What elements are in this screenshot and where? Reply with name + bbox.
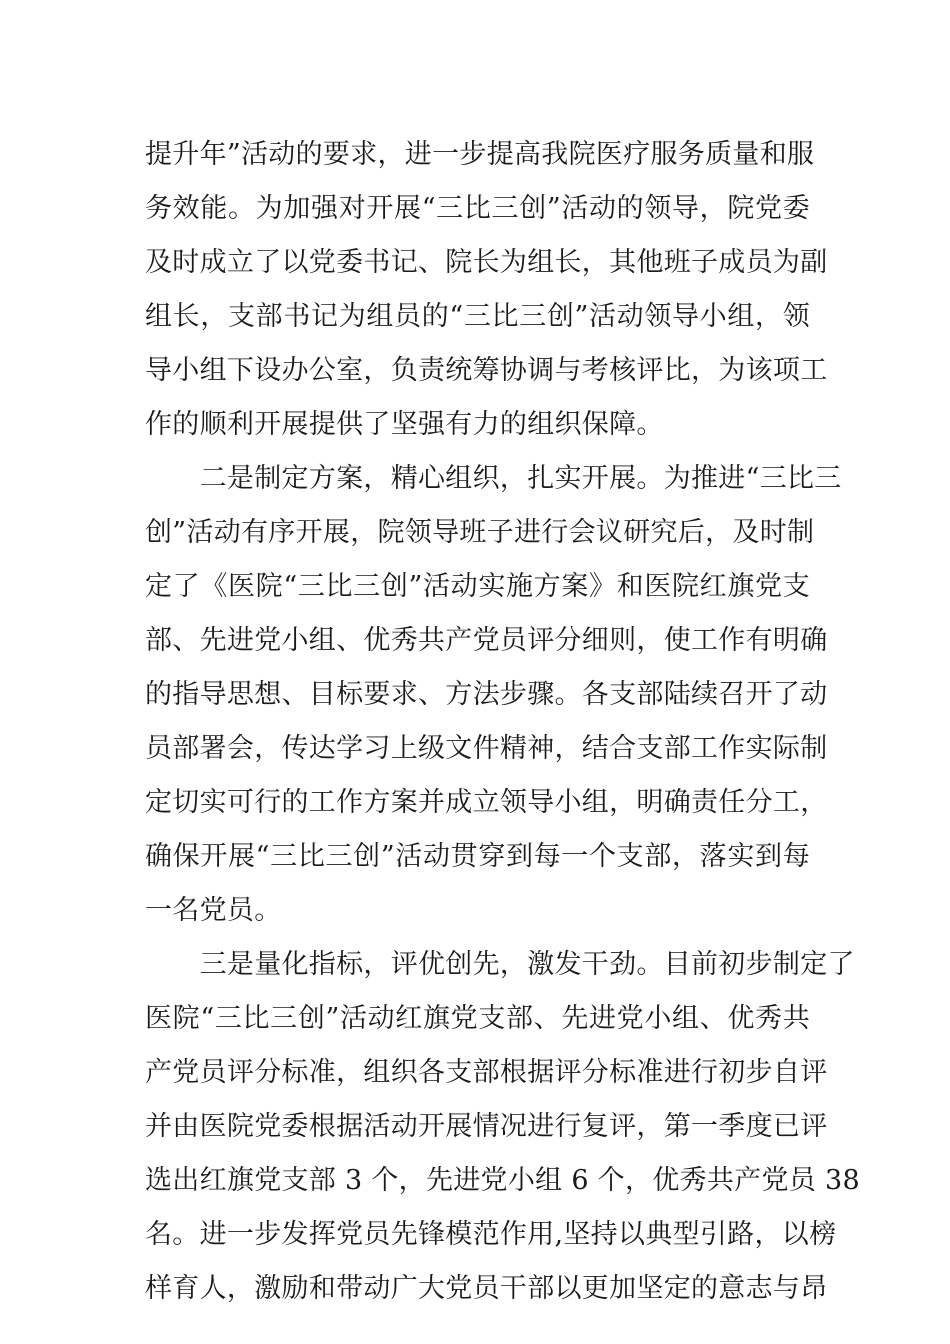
text-line: 样育人，激励和带动广大党员干部以更加坚定的意志与昂: [145, 1273, 828, 1304]
text-line: 产党员评分标准，组织各支部根据评分标准进行初步自评: [145, 1057, 828, 1088]
text-line: 作的顺利开展提供了坚强有力的组织保障。: [145, 409, 664, 440]
text-line: 及时成立了以党委书记、院长为组长，其他班子成员为副: [145, 247, 828, 278]
text-line: 并由医院党委根据活动开展情况进行复评，第一季度已评: [145, 1111, 828, 1142]
paragraph-3: [145, 938, 860, 1316]
text-line: 医院“三比三创”活动红旗党支部、先进党小组、优秀共: [145, 1003, 810, 1034]
text-line: 员部署会，传达学习上级文件精神，结合支部工作实际制: [145, 733, 828, 764]
text-line: 确保开展“三比三创”活动贯穿到每一个支部，落实到每: [145, 841, 810, 872]
text-line: 定切实可行的工作方案并成立领导小组，明确责任分工，: [145, 787, 828, 818]
text-line: 创”活动有序开展，院领导班子进行会议研究后，及时制: [145, 517, 815, 548]
document-body: [145, 128, 860, 1316]
text-line: 务效能。为加强对开展“三比三创”活动的领导，院党委: [145, 193, 810, 224]
text-line: 的指导思想、目标要求、方法步骤。各支部陆续召开了动: [145, 679, 828, 710]
text-line: 二是制定方案，精心组织，扎实开展。为推进“三比三: [145, 463, 842, 494]
text-line: 一名党员。: [145, 895, 282, 926]
text-line: 三是量化指标，评优创先，激发干劲。目前初步制定了: [145, 949, 855, 980]
text-line: 导小组下设办公室，负责统筹协调与考核评比，为该项工: [145, 355, 828, 386]
text-line: 名。进一步发挥党员先锋模范作用,坚持以典型引路，以榜: [145, 1219, 837, 1250]
text-line: 组长，支部书记为组员的“三比三创”活动领导小组，领: [145, 301, 810, 332]
text-line: 提升年”活动的要求，进一步提高我院医疗服务质量和服: [145, 139, 815, 170]
text-line: 定了《医院“三比三创”活动实施方案》和医院红旗党支: [145, 571, 810, 602]
text-line: 部、先进党小组、优秀共产党员评分细则，使工作有明确: [145, 625, 828, 656]
paragraph-2: [145, 452, 842, 938]
text-line: 选出红旗党支部 3 个，先进党小组 6 个，优秀共产党员 38: [145, 1165, 860, 1196]
paragraph-1: [145, 128, 828, 452]
